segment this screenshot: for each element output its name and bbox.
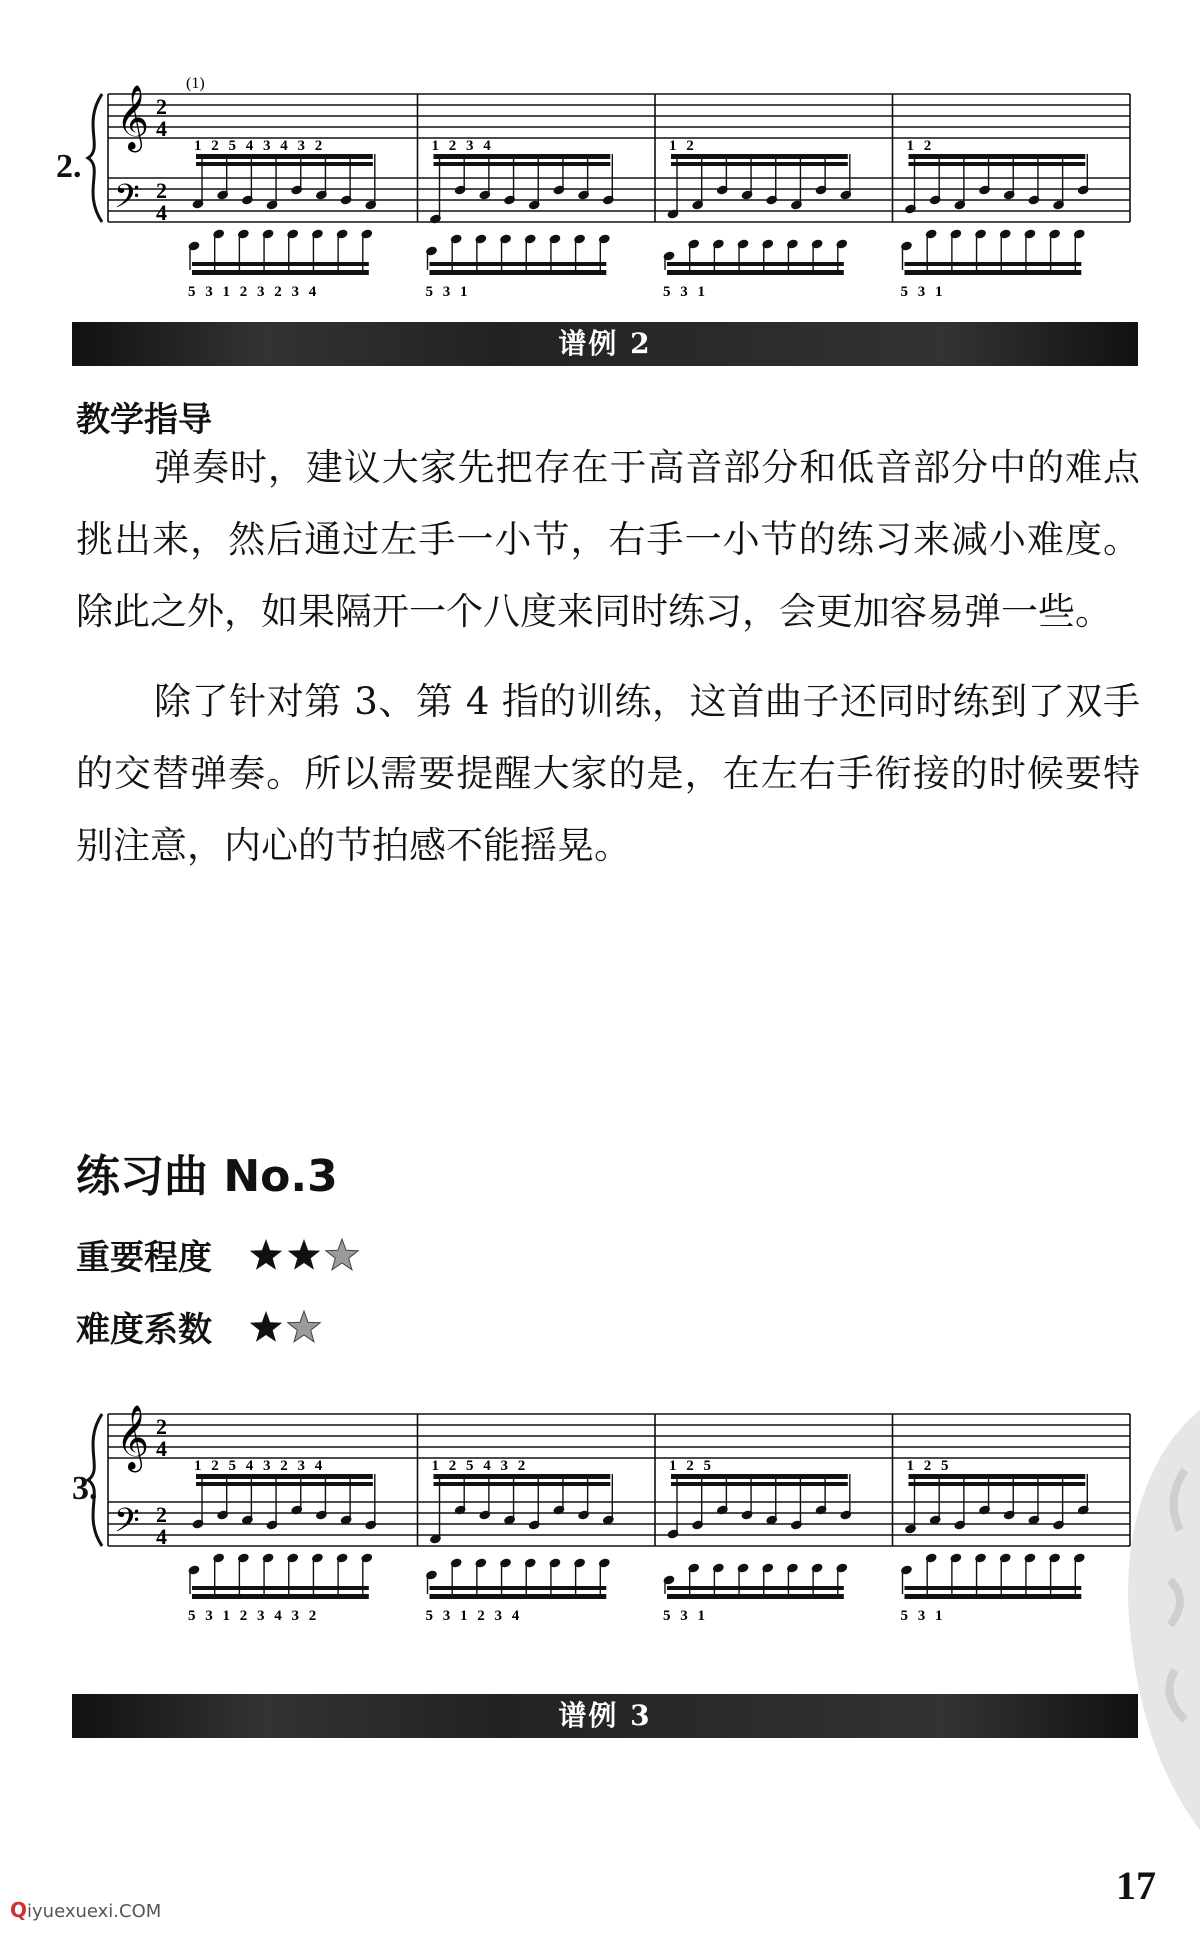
beam <box>434 1482 611 1486</box>
lh-fingering: 5 3 1 <box>663 284 708 300</box>
rh-fingering: 1 2 5 <box>669 1458 714 1474</box>
rh-fingering: 1 2 5 4 3 2 <box>431 1458 529 1474</box>
lh-fingering: 5 3 1 <box>663 1608 708 1624</box>
beam <box>434 162 611 166</box>
difficulty-label: 难度系数 <box>76 1310 212 1350</box>
beam <box>909 154 1086 159</box>
example-3-number: 3. <box>72 1470 98 1507</box>
beam <box>192 262 369 266</box>
lh-fingering: 5 3 1 2 3 2 3 4 <box>188 284 320 300</box>
caption-bar-example-2: 谱例 2 <box>72 322 1138 366</box>
beam <box>909 1474 1086 1479</box>
beam <box>667 270 844 275</box>
beam <box>671 162 848 166</box>
beam <box>671 1474 848 1479</box>
brace-icon <box>88 1414 102 1546</box>
music-staff-system-2 <box>60 75 1140 316</box>
importance-stars <box>248 1237 360 1273</box>
etude-title: 练习曲 No.3 <box>76 1151 338 1202</box>
score-example-2 <box>60 75 1140 316</box>
beam <box>196 1482 373 1486</box>
star-filled-icon <box>286 1237 322 1273</box>
site-watermark <box>10 1898 161 1922</box>
importance-label: 重要程度 <box>76 1238 212 1278</box>
star-filled-icon <box>248 1309 284 1345</box>
time-sig-bottom: 4 <box>156 200 167 225</box>
beam <box>667 1586 844 1590</box>
watermark-rest: iyuexuexi.COM <box>27 1901 162 1922</box>
beam <box>430 1586 607 1590</box>
difficulty-row <box>76 1302 322 1351</box>
time-sig-bottom: 4 <box>156 116 167 141</box>
guide-heading: 教学指导 <box>76 400 212 440</box>
lh-fingering: 5 3 1 2 3 4 <box>425 1608 523 1624</box>
star-half-icon <box>324 1237 360 1273</box>
beam <box>671 154 848 159</box>
lh-fingering: 5 3 1 <box>900 1608 946 1624</box>
fingering-mark: (1) <box>186 75 205 92</box>
beam <box>671 1482 848 1486</box>
beam <box>905 1586 1082 1590</box>
star-filled-icon <box>248 1237 284 1273</box>
lh-fingering: 5 3 1 2 3 4 3 2 <box>188 1608 320 1624</box>
rh-fingering: 1 2 5 <box>906 1458 952 1474</box>
music-staff-system-3 <box>60 1402 1140 1642</box>
watermark-q: Q <box>10 1898 28 1922</box>
beam <box>192 270 369 275</box>
time-sig-top: 2 <box>156 94 167 119</box>
star-half-icon <box>286 1309 322 1345</box>
rh-fingering: 1 2 3 4 <box>431 138 494 154</box>
beam <box>430 1594 607 1599</box>
beam <box>667 262 844 266</box>
beam <box>905 270 1082 275</box>
beam <box>434 154 611 159</box>
beam <box>905 1594 1082 1599</box>
beam <box>430 270 607 275</box>
beam <box>434 1474 611 1479</box>
beam <box>196 154 373 159</box>
importance-row <box>76 1230 360 1279</box>
guide-paragraph-1: 弹奏时，建议大家先把存在于高音部分和低音部分中的难点挑出来，然后通过左手一小节，右手一小节的练习来减小难度。除此之外，如果隔开一个八度来同时练习，会更加容易弹一些。 <box>76 446 1140 633</box>
rh-fingering: 1 2 5 4 3 4 3 2 <box>194 138 326 154</box>
beam <box>430 262 607 266</box>
beam <box>196 162 373 166</box>
treble-clef-icon: 𝄞 <box>116 1405 150 1470</box>
lh-fingering: 5 3 1 <box>900 284 946 300</box>
caption-bar-example-3: 谱例 3 <box>72 1694 1138 1738</box>
time-sig-top: 2 <box>156 1414 167 1439</box>
beam <box>192 1594 369 1599</box>
beam <box>909 162 1086 166</box>
example-2-number: 2. <box>56 148 82 185</box>
time-sig-bottom: 4 <box>156 1436 167 1461</box>
rh-fingering: 1 2 <box>906 138 935 154</box>
brace-icon <box>88 94 102 222</box>
beam <box>667 1594 844 1599</box>
bass-clef-icon: 𝄢 <box>114 178 140 224</box>
time-sig-top: 2 <box>156 1502 167 1527</box>
bass-clef-icon: 𝄢 <box>114 1502 140 1548</box>
rh-fingering: 1 2 <box>669 138 697 154</box>
beam <box>196 1474 373 1479</box>
treble-clef-icon: 𝄞 <box>116 85 150 150</box>
time-sig-top: 2 <box>156 178 167 203</box>
rh-fingering: 1 2 5 4 3 2 3 4 <box>194 1458 326 1474</box>
difficulty-stars <box>248 1309 322 1345</box>
lh-fingering: 5 3 1 <box>425 284 471 300</box>
page-number: 17 <box>1116 1863 1156 1908</box>
beam <box>905 262 1082 266</box>
beam <box>909 1482 1086 1486</box>
beam <box>192 1586 369 1590</box>
guide-paragraph-2: 除了针对第 3、第 4 指的训练，这首曲子还同时练到了双手的交替弹奏。所以需要提醒大家的是，在左右手衔接的时候要特别注意，内心的节拍感不能摇晃。 <box>76 680 1140 867</box>
time-sig-bottom: 4 <box>156 1524 167 1549</box>
seal-watermark-icon <box>1090 1410 1200 1830</box>
score-example-3 <box>60 1402 1140 1642</box>
